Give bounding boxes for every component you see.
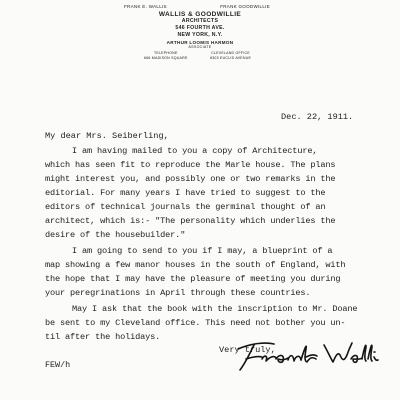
body-line: map showing a few manor houses in the south of England, with: [45, 260, 346, 270]
associate-role: ASSOCIATE: [188, 45, 212, 49]
typist-initials: FEW/h: [45, 360, 71, 370]
firm-street: 546 FOURTH AVE.: [175, 25, 225, 31]
body-line: your peregrinations in April through these countries.: [45, 288, 311, 298]
body-line: might interest you, and possibly one or two remarks in the: [45, 174, 336, 184]
body-line: desire of the housebuilder.": [45, 230, 186, 240]
body-line: editors of technical journals the germinal thought of an: [45, 202, 326, 212]
telephone-label: TELEPHONE: [153, 51, 178, 55]
partner-left-name: FRANK E. WALLIS: [124, 4, 167, 9]
telephone-number: 666 MADISON SQUARE: [144, 56, 188, 60]
telephone-block: [144, 51, 188, 61]
closing: Very truly,: [219, 345, 276, 355]
partner-right-name: FRANK GOODWILLIE: [220, 4, 270, 9]
letterhead-partners: [100, 3, 300, 11]
body-line: architect, which is:- "The personality which underlies the: [45, 216, 336, 226]
body-line: the hope that I may have the pleasure of meeting you during: [45, 274, 341, 284]
body-line: editorial. For many years I have tried to suggest to the: [45, 188, 326, 198]
letterhead-offices: [100, 51, 300, 65]
cleveland-office-label: CLEVELAND OFFICE: [211, 51, 250, 55]
body-line: I am going to send to you if I may, a blueprint of a: [72, 246, 333, 256]
cleveland-office-block: [210, 51, 251, 61]
firm-name: WALLIS & GOODWILLIE: [158, 11, 242, 18]
firm-city: NEW YORK, N.Y.: [177, 32, 223, 38]
body-line: May I ask that the book with the inscription to Mr. Doane: [72, 304, 358, 314]
body-line: til after the holidays.: [45, 332, 161, 342]
handwritten-signature: [232, 335, 382, 380]
associate-name: ARTHUR LOOMIS HARMON: [166, 40, 234, 45]
letterhead: [100, 3, 300, 65]
salutation: My dear Mrs. Seiberling,: [45, 131, 169, 141]
body-line: be sent to my Cleveland office. This need not bother you un-: [45, 318, 346, 328]
body-line: which has seen fit to reproduce the Marle house. The plans: [45, 160, 336, 170]
body-line: I am having mailed to you a copy of Architecture,: [72, 146, 318, 156]
letter-date: Dec. 22, 1911.: [281, 112, 354, 122]
cleveland-office-address: 8303 EUCLID AVENUE: [210, 56, 252, 60]
firm-profession: ARCHITECTS: [181, 18, 219, 24]
